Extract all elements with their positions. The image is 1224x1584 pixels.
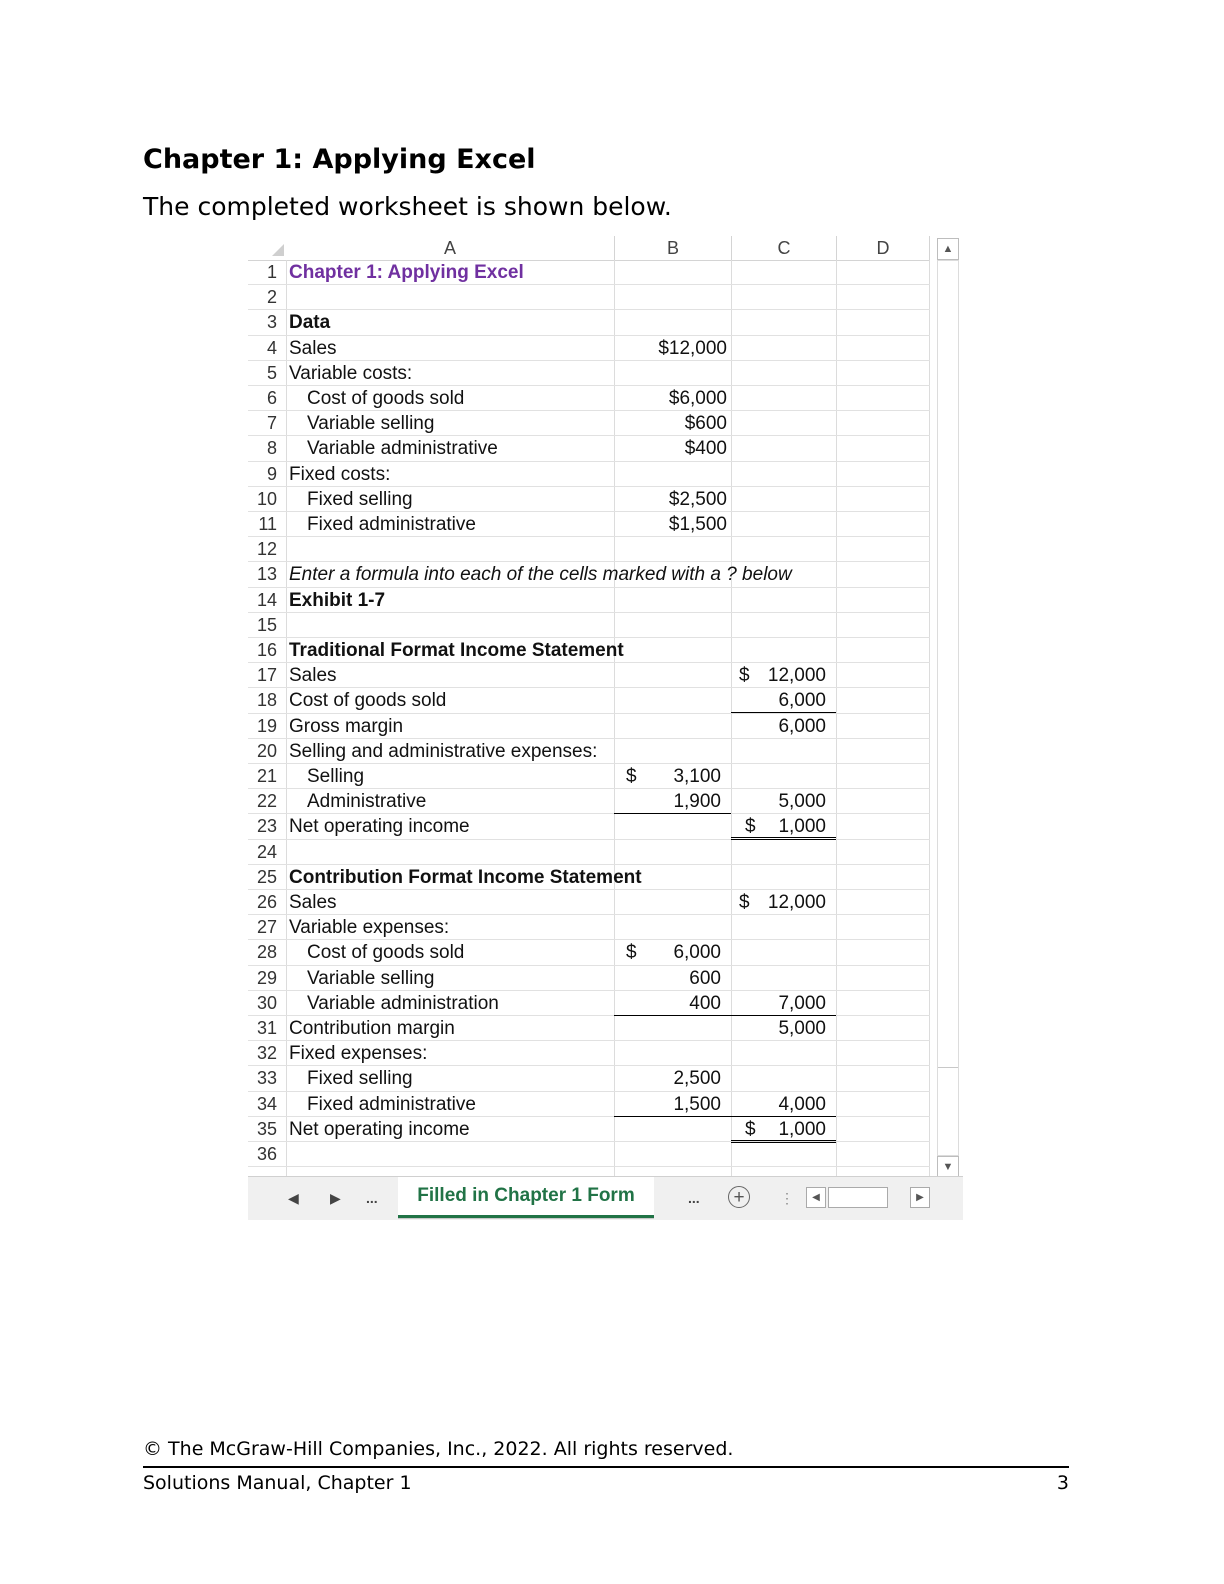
cell-a7[interactable]: Variable selling <box>307 413 435 435</box>
sheet-row-17[interactable] <box>248 663 930 688</box>
sheet-row-7[interactable] <box>248 411 930 436</box>
sheet-row-16[interactable] <box>248 638 930 663</box>
row-number[interactable]: 25 <box>256 866 277 887</box>
sheet-row-4[interactable] <box>248 336 930 361</box>
horizontal-scrollbar[interactable] <box>806 1187 930 1208</box>
cell-a23[interactable]: Net operating income <box>289 816 470 838</box>
cell-a5[interactable]: Variable costs: <box>289 362 413 384</box>
cell-a19[interactable]: Gross margin <box>289 715 404 737</box>
sheet-row-21[interactable] <box>248 764 930 789</box>
currency-symbol: $ <box>739 892 750 913</box>
row-number[interactable]: 7 <box>266 413 277 434</box>
sheet-row-20[interactable] <box>248 739 930 764</box>
cell-a3[interactable]: Data <box>289 312 331 334</box>
cell-b22[interactable]: 1,900 <box>673 791 721 813</box>
cell-a20[interactable]: Selling and administrative expenses: <box>289 740 598 762</box>
cell-c18[interactable]: 6,000 <box>778 690 826 712</box>
sheet-row-26[interactable] <box>248 890 930 915</box>
sheet-row-3[interactable] <box>248 310 930 335</box>
cell-b28[interactable]: 6,000 <box>673 942 721 964</box>
cell-a30[interactable]: Variable administration <box>307 992 499 1014</box>
cell-a14[interactable]: Exhibit 1-7 <box>289 589 386 611</box>
footer-manual-title: Solutions Manual, Chapter 1 <box>143 1472 412 1494</box>
row-number[interactable]: 8 <box>266 438 277 459</box>
vertical-scrollbar[interactable] <box>936 236 960 1180</box>
sheet-row-23[interactable] <box>248 814 930 839</box>
sheet-row-32[interactable] <box>248 1041 930 1066</box>
sheet-row-6[interactable] <box>248 386 930 411</box>
cell-a1[interactable]: Chapter 1: Applying Excel <box>289 262 524 283</box>
cell-a29[interactable]: Variable selling <box>307 967 435 989</box>
sheet-row-19[interactable] <box>248 714 930 739</box>
cell-a33[interactable]: Fixed selling <box>307 1068 413 1090</box>
sheet-row-15[interactable] <box>248 613 930 638</box>
sheet-row-22[interactable] <box>248 789 930 814</box>
sheet-row-30[interactable] <box>248 991 930 1016</box>
cell-border-b30 <box>614 991 731 1016</box>
page-number: 3 <box>1056 1472 1069 1494</box>
cell-a32[interactable]: Fixed expenses: <box>289 1043 428 1065</box>
prev-sheet-icon[interactable]: ◀ <box>288 1190 299 1206</box>
sheet-row-27[interactable] <box>248 915 930 940</box>
currency-symbol: $ <box>739 665 750 687</box>
scroll-right-icon[interactable]: ▶ <box>910 1187 930 1208</box>
cell-b34[interactable]: 1,500 <box>673 1093 721 1115</box>
row-number[interactable]: 5 <box>266 362 277 383</box>
row-number[interactable]: 27 <box>256 917 277 938</box>
row-number[interactable]: 35 <box>256 1118 277 1139</box>
column-header-c[interactable]: C <box>732 236 837 260</box>
row-number[interactable]: 4 <box>266 337 277 358</box>
cell-b8[interactable]: $400 <box>684 438 727 460</box>
cell-a28[interactable]: Cost of goods sold <box>307 942 465 964</box>
cell-a8[interactable]: Variable administrative <box>307 438 498 460</box>
cell-a17[interactable]: Sales <box>289 665 337 687</box>
cell-c30[interactable]: 7,000 <box>778 992 826 1014</box>
cell-b4[interactable]: $12,000 <box>658 337 727 359</box>
row-number[interactable]: 32 <box>256 1043 277 1064</box>
cell-border-c18 <box>731 688 836 713</box>
cell-a31[interactable]: Contribution margin <box>289 1018 455 1039</box>
cell-c35[interactable]: 1,000 <box>778 1118 826 1140</box>
cell-a4[interactable]: Sales <box>289 337 337 359</box>
row-number[interactable]: 24 <box>256 841 277 862</box>
sheet-row-12[interactable] <box>248 537 930 562</box>
scroll-down-icon[interactable]: ▼ <box>937 1156 959 1178</box>
cell-c17[interactable]: 12,000 <box>767 665 826 687</box>
horizontal-scroll-thumb[interactable] <box>828 1187 888 1208</box>
currency-symbol: $ <box>745 816 756 838</box>
sheet-row-25[interactable] <box>248 865 930 890</box>
column-header-b[interactable]: B <box>615 236 732 260</box>
sheet-row-28[interactable] <box>248 940 930 965</box>
sheet-tab-bar <box>248 1176 963 1220</box>
cell-b30[interactable]: 400 <box>689 992 721 1014</box>
row-number[interactable]: 20 <box>256 740 277 761</box>
cell-b10[interactable]: $2,500 <box>668 488 727 510</box>
sheet-row-33[interactable] <box>248 1066 930 1091</box>
row-number[interactable]: 6 <box>266 388 277 408</box>
sheet-row-31[interactable] <box>248 1016 930 1041</box>
scroll-track[interactable] <box>937 260 959 1156</box>
cell-border-c34 <box>731 1092 836 1117</box>
cell-border-c35 <box>731 1117 836 1143</box>
next-sheet-icon[interactable]: ▶ <box>330 1190 341 1206</box>
sheet-row-9[interactable] <box>248 462 930 487</box>
sheet-row-2[interactable] <box>248 285 930 310</box>
currency-symbol: $ <box>626 942 637 964</box>
cell-a16[interactable]: Traditional Format Income Statement <box>289 640 624 661</box>
sheet-row-13[interactable] <box>248 562 930 587</box>
scroll-left-icon[interactable]: ◀ <box>806 1187 826 1208</box>
sheet-row-1[interactable] <box>248 260 930 285</box>
cell-a18[interactable]: Cost of goods sold <box>289 690 447 712</box>
sheet-row-36[interactable] <box>248 1142 930 1167</box>
sheet-row-5[interactable] <box>248 361 930 386</box>
scroll-thumb[interactable] <box>938 261 958 1068</box>
sheet-row-24[interactable] <box>248 840 930 865</box>
cell-b11[interactable]: $1,500 <box>668 514 727 535</box>
column-headers <box>248 236 930 261</box>
cell-a26[interactable]: Sales <box>289 892 337 913</box>
cell-a22[interactable]: Administrative <box>307 791 427 813</box>
scroll-up-icon[interactable]: ▲ <box>937 238 959 260</box>
document-subtitle: The completed worksheet is shown below. <box>143 192 672 221</box>
currency-symbol: $ <box>745 1118 756 1140</box>
copyright-notice: © The McGraw-Hill Companies, Inc., 2022. All rights reserved. <box>143 1438 734 1460</box>
cell-b21[interactable]: 3,100 <box>673 766 721 787</box>
row-number[interactable]: 11 <box>258 514 277 534</box>
row-number[interactable]: 22 <box>256 791 277 812</box>
cell-b29[interactable]: 600 <box>689 967 721 989</box>
row-number[interactable]: 34 <box>256 1093 277 1114</box>
sheet-row-11[interactable] <box>248 512 930 537</box>
row-number[interactable]: 19 <box>256 715 277 736</box>
row-number[interactable]: 29 <box>256 967 277 988</box>
cell-c22[interactable]: 5,000 <box>778 791 826 813</box>
row-number[interactable]: 1 <box>266 262 277 282</box>
row-number[interactable]: 23 <box>256 816 277 837</box>
footer-divider <box>143 1466 1069 1468</box>
row-number[interactable]: 31 <box>256 1018 277 1038</box>
add-sheet-icon[interactable]: + <box>728 1186 750 1208</box>
cell-a27[interactable]: Variable expenses: <box>289 917 450 939</box>
row-number[interactable]: 9 <box>266 463 277 484</box>
row-number[interactable]: 28 <box>256 942 277 963</box>
sheet-row-18[interactable] <box>248 688 930 713</box>
row-number[interactable]: 33 <box>256 1068 277 1089</box>
row-number[interactable]: 12 <box>256 539 277 560</box>
sheet-row-8[interactable] <box>248 436 930 461</box>
sheet-row-34[interactable] <box>248 1092 930 1117</box>
sheet-row-14[interactable] <box>248 588 930 613</box>
cell-a25[interactable]: Contribution Format Income Statement <box>289 866 642 888</box>
cell-a35[interactable]: Net operating income <box>289 1118 470 1140</box>
sheet-row-29[interactable] <box>248 966 930 991</box>
cell-a10[interactable]: Fixed selling <box>307 488 413 510</box>
row-number[interactable]: 14 <box>256 589 277 610</box>
row-number[interactable]: 15 <box>256 614 277 635</box>
row-number[interactable]: 3 <box>266 312 277 333</box>
document-title: Chapter 1: Applying Excel <box>143 144 536 175</box>
cell-b6[interactable]: $6,000 <box>668 388 727 409</box>
row-number[interactable]: 10 <box>256 488 277 509</box>
row-number[interactable]: 36 <box>256 1144 277 1164</box>
cell-b7[interactable]: $600 <box>684 413 727 435</box>
select-all-corner[interactable] <box>272 244 284 256</box>
row-number[interactable]: 2 <box>266 287 277 308</box>
cell-c19[interactable]: 6,000 <box>778 715 826 737</box>
cell-a34[interactable]: Fixed administrative <box>307 1093 476 1115</box>
cell-grid[interactable] <box>248 260 930 1176</box>
cell-c34[interactable]: 4,000 <box>778 1093 826 1115</box>
column-header-d[interactable]: D <box>837 236 930 260</box>
sheet-row-35[interactable] <box>248 1117 930 1142</box>
row-number[interactable]: 17 <box>256 665 277 686</box>
row-number[interactable]: 30 <box>256 992 277 1013</box>
cell-c31[interactable]: 5,000 <box>778 1018 826 1039</box>
row-number[interactable]: 18 <box>256 690 277 711</box>
cell-c23[interactable]: 1,000 <box>778 816 826 838</box>
row-number[interactable]: 13 <box>256 564 277 585</box>
cell-border-c23 <box>731 814 836 840</box>
row-number[interactable]: 26 <box>256 892 277 912</box>
sheet-row-10[interactable] <box>248 487 930 512</box>
cell-a11[interactable]: Fixed administrative <box>307 514 476 535</box>
more-sheets-left[interactable]: ... <box>366 1190 378 1206</box>
row-number[interactable]: 16 <box>256 640 277 660</box>
cell-a21[interactable]: Selling <box>307 766 365 787</box>
spreadsheet-window <box>248 236 963 1219</box>
cell-c26[interactable]: 12,000 <box>767 892 826 913</box>
tab-filled-in-chapter-1-form[interactable]: Filled in Chapter 1 Form <box>398 1177 654 1218</box>
cell-a6[interactable]: Cost of goods sold <box>307 388 465 409</box>
cell-border-b34 <box>614 1092 731 1117</box>
cell-b33[interactable]: 2,500 <box>673 1068 721 1090</box>
column-header-a[interactable]: A <box>286 236 615 260</box>
row-number[interactable]: 21 <box>256 766 277 786</box>
tab-splitter-icon[interactable]: ⋮ <box>780 1190 794 1206</box>
cell-border-b22 <box>614 789 731 814</box>
cell-border-c30 <box>731 991 836 1016</box>
currency-symbol: $ <box>626 766 637 787</box>
cell-a9[interactable]: Fixed costs: <box>289 463 391 485</box>
cell-a13[interactable]: Enter a formula into each of the cells marked with a ? below <box>289 564 792 586</box>
more-sheets-right[interactable]: ... <box>688 1190 700 1206</box>
